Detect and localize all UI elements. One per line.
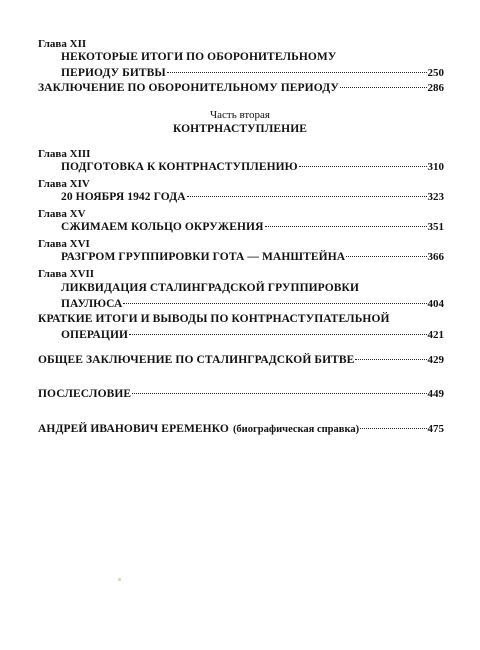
toc-entry-title: ОПЕРАЦИИ (61, 329, 129, 341)
chapter-label: Глава XVII (38, 268, 95, 280)
toc-entry[interactable] (38, 388, 444, 400)
leader-dots (123, 303, 426, 304)
chapter-label: Глава XII (38, 38, 87, 50)
toc-entry[interactable] (38, 354, 444, 366)
toc-entry-title: ПОСЛЕСЛОВИЕ (38, 388, 132, 400)
page-number: 475 (427, 423, 444, 435)
toc-entry[interactable] (61, 298, 444, 310)
toc-entry-title: ОБЩЕЕ ЗАКЛЮЧЕНИЕ ПО СТАЛИНГРАДСКОЙ БИТВЕ (38, 354, 355, 366)
toc-entry[interactable] (61, 191, 444, 203)
page-number: 421 (427, 329, 444, 341)
leader-dots (187, 196, 427, 197)
toc-entry[interactable] (38, 423, 444, 435)
page-number: 404 (427, 298, 444, 310)
page-number: 250 (427, 67, 444, 79)
toc-entry[interactable] (61, 161, 444, 173)
toc-entry-title: ПОДГОТОВКА К КОНТРНАСТУПЛЕНИЮ (61, 161, 298, 173)
toc-entry-title: ЛИКВИДАЦИЯ СТАЛИНГРАДСКОЙ ГРУППИРОВКИ (61, 282, 360, 294)
page-number: 429 (427, 354, 444, 366)
leader-dots (360, 428, 426, 429)
toc-entry[interactable] (61, 251, 444, 263)
chapter-label: Глава XIII (38, 148, 91, 160)
toc-entry-title: ПЕРИОДУ БИТВЫ (61, 67, 166, 79)
part-title: КОНТРНАСТУПЛЕНИЕ (172, 123, 308, 135)
toc-entry-title: РАЗГРОМ ГРУППИРОВКИ ГОТА — МАНШТЕЙНА (61, 251, 346, 263)
leader-dots (340, 87, 427, 88)
chapter-label: Глава XIV (38, 178, 90, 190)
leader-dots (346, 256, 426, 257)
toc-entry-suffix: (биографическая справка) (232, 424, 360, 435)
toc-entry[interactable] (61, 329, 444, 341)
toc-entry-title: ЗАКЛЮЧЕНИЕ ПО ОБОРОНИТЕЛЬНОМУ ПЕРИОДУ (38, 82, 339, 94)
toc-entry-title: СЖИМАЕМ КОЛЬЦО ОКРУЖЕНИЯ (61, 221, 264, 233)
leader-dots (129, 334, 426, 335)
toc-entry-title: НЕКОТОРЫЕ ИТОГИ ПО ОБОРОНИТЕЛЬНОМУ (61, 51, 337, 63)
page-number: 310 (427, 161, 444, 173)
toc-entry-title: 20 НОЯБРЯ 1942 ГОДА (61, 191, 186, 203)
chapter-label: Глава XV (38, 208, 86, 220)
chapter-label: Глава XVI (38, 238, 90, 250)
toc-entry-title: АНДРЕЙ ИВАНОВИЧ ЕРЕМЕНКО (38, 423, 229, 435)
toc-entry-title: КРАТКИЕ ИТОГИ И ВЫВОДЫ ПО КОНТРНАСТУПАТЕЛЬНОЙ (38, 313, 390, 325)
leader-dots (299, 166, 427, 167)
page-number: 351 (427, 221, 444, 233)
leader-dots (167, 72, 427, 73)
paper-speck (118, 578, 121, 581)
toc-entry[interactable] (38, 82, 444, 94)
toc-entry[interactable] (61, 221, 444, 233)
leader-dots (355, 359, 426, 360)
page-number: 366 (427, 251, 444, 263)
part-label: Часть вторая (209, 109, 270, 121)
page-number: 323 (427, 191, 444, 203)
page-number: 286 (427, 82, 444, 94)
toc-entry[interactable] (61, 67, 444, 79)
page-number: 449 (427, 388, 444, 400)
leader-dots (265, 226, 427, 227)
toc-entry-title: ПАУЛЮСА (61, 298, 123, 310)
leader-dots (132, 393, 426, 394)
